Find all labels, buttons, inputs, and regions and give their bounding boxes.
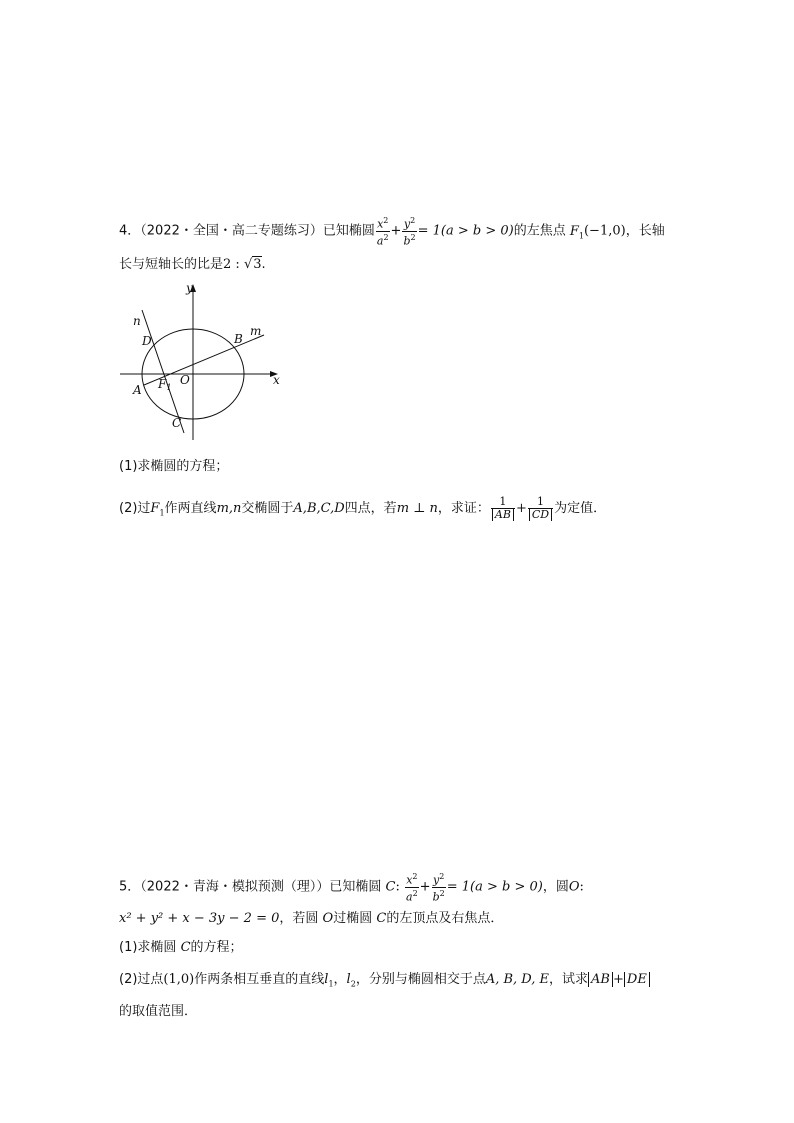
problem4-number: 4． xyxy=(119,223,141,239)
label-D: D xyxy=(142,334,152,348)
label-A: A xyxy=(133,383,142,397)
problem4-line2-a: 长与短轴长的比是 xyxy=(119,257,224,272)
abs-de: DE xyxy=(624,972,650,987)
problem4-eq-rest: = 1(a > b > 0) xyxy=(417,223,514,239)
label-O: O xyxy=(180,373,190,387)
problem4-focus: $F_1$ xyxy=(569,223,584,241)
line-l2: $l_2$ xyxy=(346,972,356,989)
problem4-line1: 4．（2022・全国・高二专题练习）已知椭圆 $\frac{x^2}{a^2}$ + $\frac{y^2}{b^2}$ = 1(a > b > 0)的左焦点 $F_1(-1,0)$，长轴 xyxy=(119,216,665,248)
label-m: m xyxy=(250,324,262,338)
problem4-q2-focus: $F_1$ xyxy=(150,501,165,518)
problem4-frac-cd: $\frac{1}{CD}$ xyxy=(528,496,553,521)
circle-equation: x² + y² + x − 3y − 2 = 0 xyxy=(119,911,280,926)
problem5-q2: (2)过点(1,0)作两条相互垂直的直线$l_1$，$l_2$，分别与椭圆相交于点A, B, D, E，试求 AB + DE xyxy=(119,971,650,994)
problem4-frac-x: $\frac{x^2}{a^2}$ xyxy=(376,216,389,248)
label-F1: F1 xyxy=(158,377,172,392)
problem5-frac-x: $\frac{x^2}{a^2}$ xyxy=(406,872,418,904)
problem4-line2-end: . xyxy=(261,257,266,272)
abs-ab: AB xyxy=(588,972,613,987)
problem5-line1: 5．（2022・青海・模拟预测（理））已知椭圆 C: $\frac{x^2}{a^2}$ + $\frac{y^2}{b^2}$ = 1(a > b > 0)，圆O: xyxy=(119,872,584,904)
problem5-q2-end: 的取值范围． xyxy=(119,1004,198,1019)
ellipse-figure xyxy=(112,280,287,445)
problem4-frac-ab: $\frac{1}{AB}$ xyxy=(491,496,515,521)
problem4-q1: (1)求椭圆的方程； xyxy=(119,459,229,474)
problem4-sqrt3: 3 xyxy=(253,257,262,272)
problem5-source: （2022・青海・模拟预测（理）） xyxy=(140,879,330,895)
label-y: y xyxy=(186,281,193,295)
problem5-line2: x² + y² + x − 3y − 2 = 0，若圆 O过椭圆 C的左顶点及右焦点． xyxy=(119,911,504,926)
problem4-ratio: 2 : xyxy=(223,257,244,272)
problem5-frac-y: $\frac{y^2}{b^2}$ xyxy=(432,872,445,904)
line-l1: $l_1$ xyxy=(324,972,334,989)
problem4-source: （2022・全国・高二专题练习） xyxy=(140,223,323,239)
problem4-frac-y: $\frac{y^2}{b^2}$ xyxy=(403,216,416,248)
sqrt-symbol: √ xyxy=(243,257,253,272)
problem4-q2: (2)过$F_1$作两直线m,n交椭圆于A,B,C,D四点，若m ⊥ n，求证： $\frac{1}{AB}$ + $\frac{1}{CD}$ 为定值． xyxy=(119,495,607,521)
problem4-line2 xyxy=(119,256,266,274)
problem5-number: 5． xyxy=(119,879,141,895)
label-n: n xyxy=(133,314,141,328)
problem4-focus-coord: (−1,0) xyxy=(583,223,626,239)
label-B: B xyxy=(234,332,243,346)
ellipse-figure-svg xyxy=(112,280,287,445)
problem4-stem-c: ，长轴 xyxy=(625,223,665,239)
problem4-stem-a: 已知椭圆 xyxy=(322,223,375,239)
label-C: C xyxy=(172,416,182,430)
problem5-q1: (1)求椭圆 C的方程； xyxy=(119,940,243,955)
problem4-stem-b: 的左焦点 xyxy=(513,223,566,239)
label-x: x xyxy=(273,373,280,387)
